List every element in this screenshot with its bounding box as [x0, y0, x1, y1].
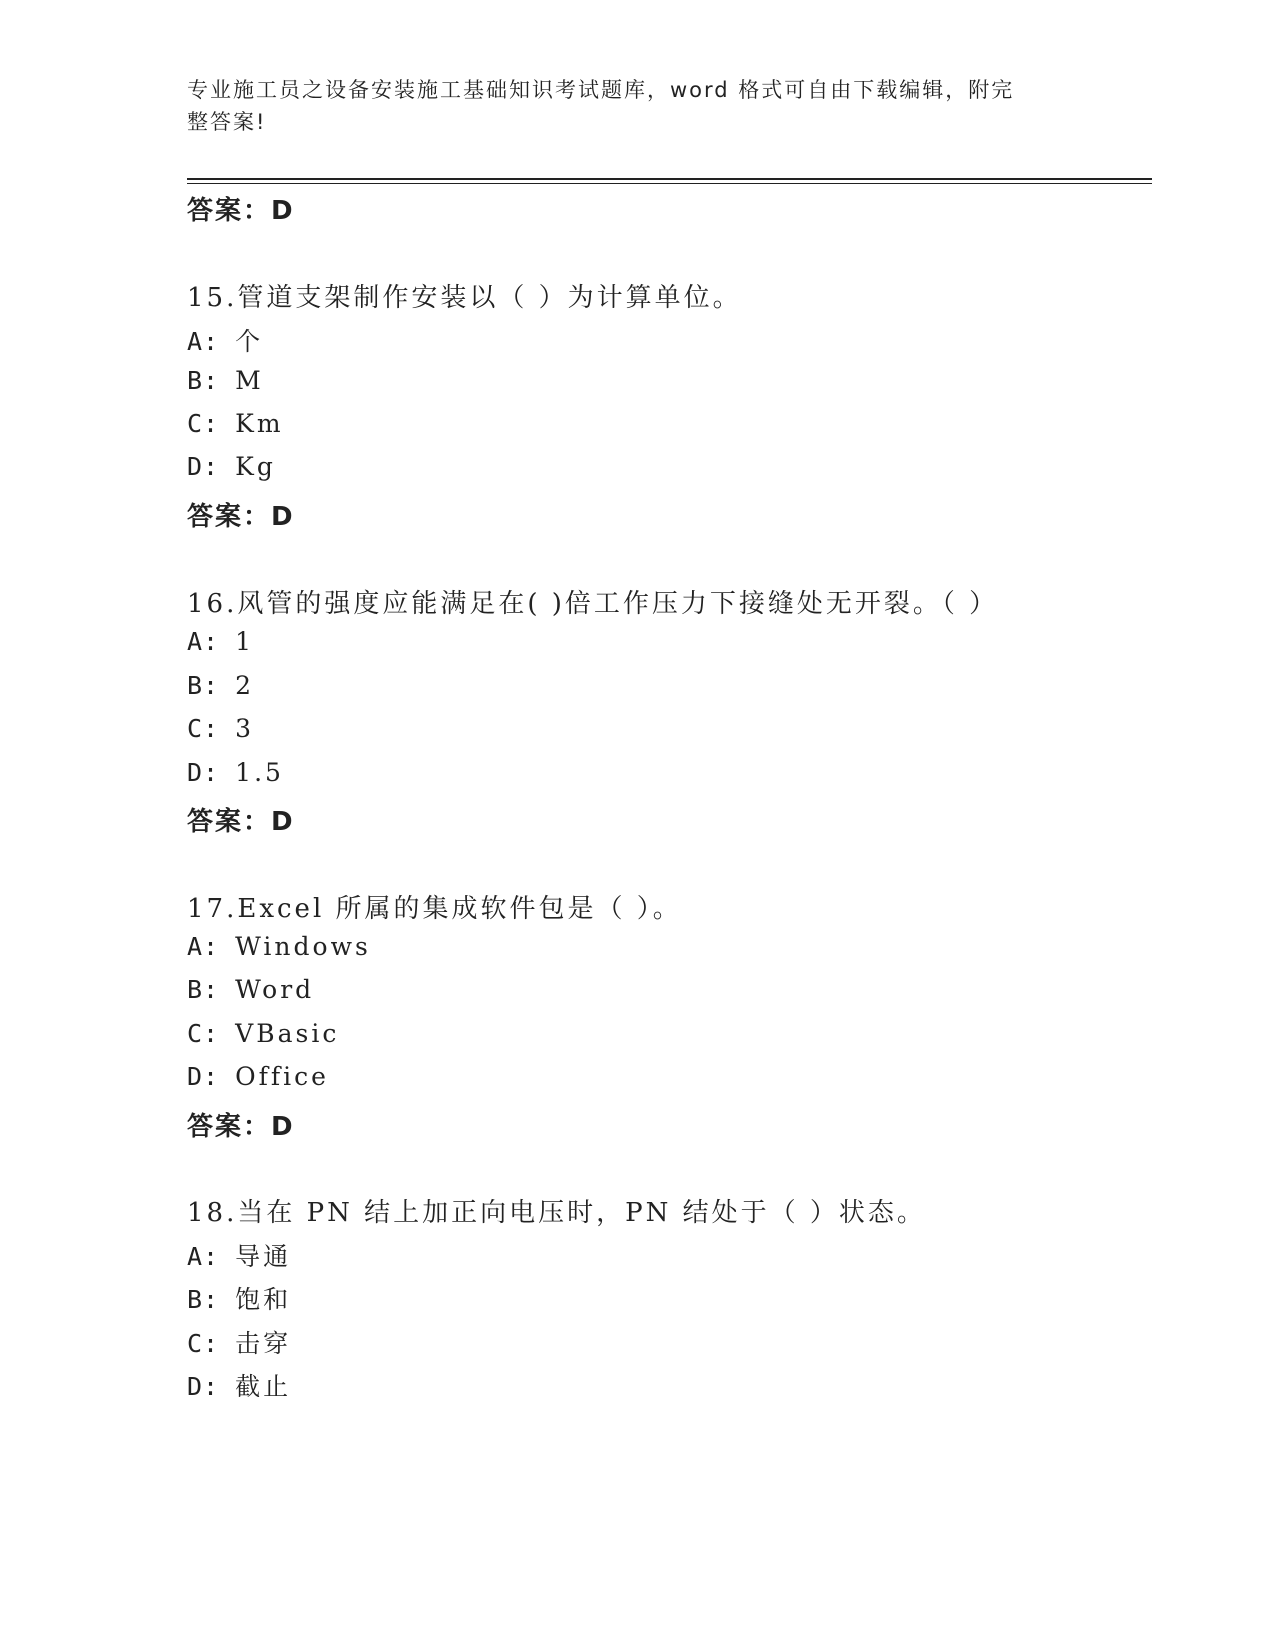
- question-15-option-b: B: M: [187, 366, 264, 395]
- question-18-option-c: C: 击穿: [187, 1329, 292, 1358]
- header-divider-thin: [187, 183, 1152, 184]
- question-18-text: 18.当在 PN 结上加正向电压时，PN 结处于（ ）状态。: [187, 1198, 926, 1228]
- question-18-option-d: D: 截止: [187, 1372, 292, 1401]
- question-18-option-b: B: 饱和: [187, 1285, 292, 1314]
- header-line-2: 整答案!: [187, 110, 267, 134]
- question-15-text: 15.管道支架制作安装以（ ）为计算单位。: [187, 283, 742, 313]
- question-16-option-b: B: 2: [187, 671, 255, 700]
- answer-line-15: 答案：D: [187, 502, 295, 532]
- question-16-text: 16.风管的强度应能满足在( )倍工作压力下接缝处无开裂。（ ）: [187, 589, 999, 619]
- document-header: [187, 74, 1067, 138]
- answer-line-16: 答案：D: [187, 807, 295, 837]
- question-17-text: 17.Excel 所属的集成软件包是（ ）。: [187, 894, 682, 924]
- answer-line-17: 答案：D: [187, 1112, 295, 1142]
- question-18-option-a: A: 导通: [187, 1242, 292, 1271]
- question-16-option-d: D: 1.5: [187, 758, 284, 787]
- answer-line-14: 答案：D: [187, 196, 295, 226]
- question-15-option-a: A: 个: [187, 327, 264, 356]
- question-15-option-c: C: Km: [187, 409, 284, 438]
- question-17-option-d: D: Office: [187, 1062, 329, 1091]
- question-15-option-d: D: Kg: [187, 452, 276, 481]
- header-divider-thick: [187, 178, 1152, 180]
- header-line-1: 专业施工员之设备安装施工基础知识考试题库，word 格式可自由下载编辑，附完: [187, 78, 1015, 102]
- question-17-option-c: C: VBasic: [187, 1019, 340, 1048]
- question-17-option-a: A: Windows: [187, 932, 371, 961]
- question-16-option-c: C: 3: [187, 714, 255, 743]
- question-17-option-b: B: Word: [187, 975, 315, 1004]
- question-16-option-a: A: 1: [187, 627, 255, 656]
